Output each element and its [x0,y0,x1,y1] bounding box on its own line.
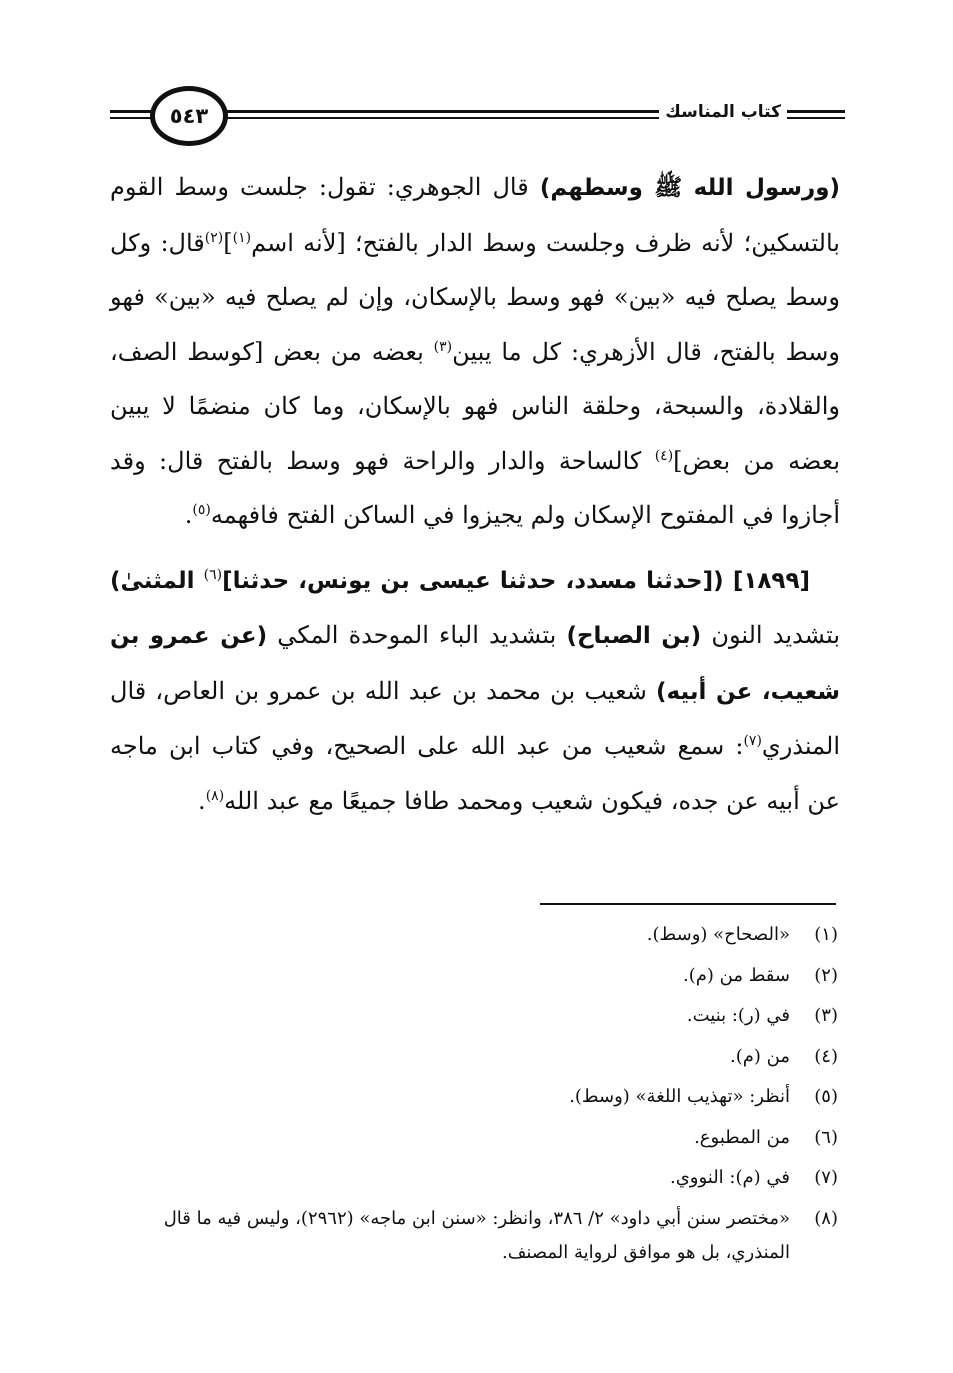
footnote-ref: (٥) [192,502,211,518]
footnote-ref: (٣) [433,338,453,355]
commentary-text: قال الجوهري: تقول: جلست وسط القوم بالتسكين؛ لأنه ظرف وجلست وسط الدار بالفتح؛ [لأنه اسم [110,173,840,257]
commentary-text: بتشديد النون [701,621,840,649]
footnote-ref: (٧) [743,733,762,749]
footnote-item [108,1158,838,1199]
footnote-separator [540,903,836,905]
footnote-number: (٥) [814,1086,838,1107]
commentary-text: بتشديد الباء الموحدة المكي [267,621,567,649]
footnote-ref: (٤) [654,447,674,464]
footnote-ref: (١) [232,229,252,246]
footnote-number: (٢) [814,964,838,986]
quoted-text: (بن الصباح) [566,623,702,649]
footnote-text: من (م). [730,1045,790,1067]
quoted-text: (عن عمرو بن شعيب، عن أبيه) [110,623,840,705]
footnote-number: (٤) [814,1045,838,1067]
commentary-text: شعيب بن محمد بن عبد الله بن عمرو بن العاص، قال المنذري [110,676,840,760]
footnote-text: «الصحاح» (وسط). [646,924,790,945]
footnote-ref: (٨) [205,787,225,804]
chapter-title: كتاب المناسك [659,102,787,122]
footnote-number: (٣) [814,1005,838,1026]
footnote-text: في (ر): بنيت. [686,1005,790,1026]
footnote-text: في (م): النووي. [669,1167,790,1188]
hadith-chain: [١٨٩٩] ([حدثنا مسدد، حدثنا عيسى بن يونس، حدثنا] [222,567,810,594]
commentary-text: : سمع شعيب من عبد الله على الصحيح، وفي كتاب ابن ماجه عن أبيه عن جده، فيكون شعيب ومحمد طافا جميعًا مع عبد الله [110,732,840,815]
footnote-text: من المطبوع. [694,1126,790,1148]
footnote-item [108,1199,838,1270]
footnote-number: (٧) [814,1167,838,1188]
footnote-number: (٨) [814,1207,838,1229]
footnote-ref: (٦) [203,566,223,583]
footnote-item [108,1037,838,1078]
quoted-text: المثنىٰ) [110,567,204,594]
footnote-ref: (٢) [204,229,224,246]
commentary-text: . [198,786,206,815]
commentary-text: بعضه من بعض [كوسط الصف، والقلادة، والسبحة، وحلقة الناس فهو بالإسكان، وما كان منضمًا لا يبين بعضه من بعض] [110,337,840,475]
commentary-text: كالساحة والدار والراحة فهو وسط بالفتح قال: وقد أجازوا في المفتوح الإسكان ولم يجيزوا في الساكن الفتح فافهمه [110,446,840,529]
main-text [110,160,840,828]
footnote-item [108,1118,838,1159]
quoted-text: (ورسول الله ﷺ وسطهم) [539,175,840,201]
paragraph-1 [110,160,840,543]
footnote-text: «مختصر سنن أبي داود» ٢/ ٣٨٦، وانظر: «سنن ابن ماجه» (٢٩٦٢)، وليس فيه ما قال المنذري، بل هو موافق لرواية المصنف. [163,1207,790,1263]
footnote-item [108,1077,838,1118]
page-number: ٥٤٣ [150,86,228,146]
paragraph-2 [110,553,840,829]
page-header [110,84,845,154]
footnote-item [108,956,838,997]
footnote-item [108,915,838,956]
commentary-text: قال: وكل وسط يصلح فيه «بين» فهو وسط بالإسكان، وإن لم يصلح فيه «بين» فهو وسط بالفتح، قال الأزهري: كل ما يبين [110,228,840,366]
commentary-text: ] [223,228,233,257]
footnotes [108,915,838,1270]
footnote-text: أنظر: «تهذيب اللغة» (وسط). [569,1086,790,1107]
footnote-item [108,996,838,1037]
footnote-number: (٦) [814,1126,838,1148]
footnote-text: سقط من (م). [683,964,790,986]
footnote-number: (١) [814,924,838,945]
commentary-text: . [184,501,193,529]
